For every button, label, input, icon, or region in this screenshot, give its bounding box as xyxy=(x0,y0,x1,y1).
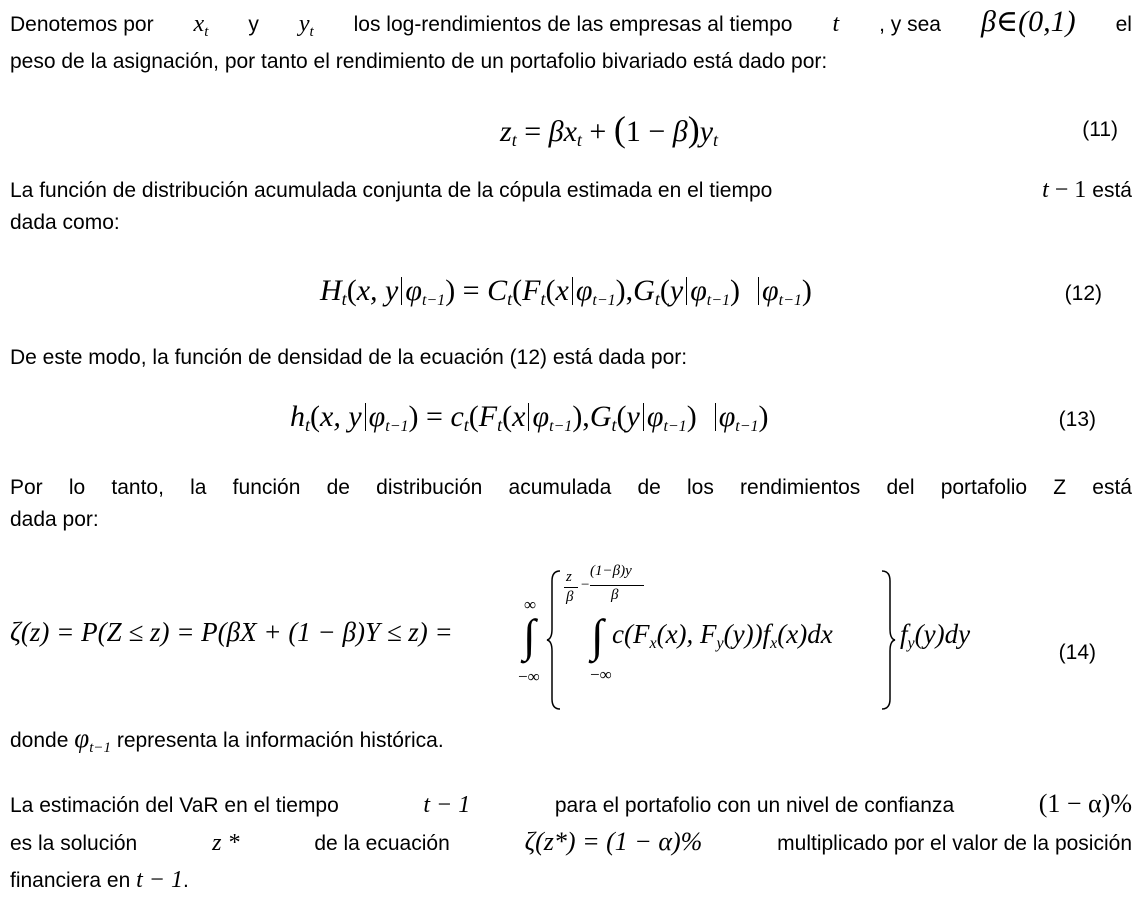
phi-symbol: $\varphi_{t-1}$ xyxy=(74,723,111,756)
frac-bar-2 xyxy=(590,585,644,586)
paragraph-5 xyxy=(10,722,1132,764)
var-x: $x_t$ xyxy=(193,11,209,40)
p6-text-e: multiplicado por el valor de la posición xyxy=(777,832,1132,855)
equation-12-formula: $H_t(x$, y $\varphi_{t-1}) = C_t(F_t(x$ $\varphi_{t-1}),G_t(y$ $\varphi_{t-1}$) $\varphi_{t-1}$) xyxy=(320,274,812,309)
p6-text-b: para el portafolio con un nivel de confianza xyxy=(554,794,955,817)
equation-13-formula: $h_t(x$, y $\varphi_{t-1}) = c_t(F_t(x$ $\varphi_{t-1}),G_t(y$ $\varphi_{t-1}$) $\varphi_{t-1}$) xyxy=(290,400,769,435)
document-page xyxy=(10,0,1132,912)
paragraph-4 xyxy=(10,472,1132,536)
p1-text-b: los log-rendimientos de las empresas al tiempo xyxy=(353,13,793,36)
p6-text-d: de la ecuación xyxy=(314,832,450,855)
inner-upper-z: z xyxy=(566,569,572,585)
equation-11-number: (11) xyxy=(1082,118,1118,141)
inner-integral-lower: −∞ xyxy=(590,665,612,684)
inner-upper-beta: β xyxy=(566,589,574,605)
p4-line2: dada por: xyxy=(10,508,99,531)
p5-text-a: donde xyxy=(10,729,69,752)
outer-integral-sign: ∫ xyxy=(523,610,536,661)
equation-12 xyxy=(10,266,1132,326)
equation-11-formula: $z_t = \beta x_t + (1 - \beta)y_t$ xyxy=(500,109,719,150)
inner-upper-num2: (1−β)y xyxy=(590,563,632,579)
p6-time-1: t − 1 xyxy=(423,792,471,818)
p2-time: t − 1 está xyxy=(1042,177,1132,203)
right-brace-icon xyxy=(880,569,896,711)
var-equation: ζ(z*) = (1 − α)% xyxy=(524,827,703,856)
p6-text-f: financiera en xyxy=(10,869,131,892)
integrand: $c(F_x(x)$, $F_y(y))f_x(x)dx$ xyxy=(612,619,833,652)
p6-text-c: es la solución xyxy=(10,832,138,855)
outer-integral-lower: −∞ xyxy=(518,667,540,686)
outer-integrand: $f_y(y)dy$ xyxy=(900,619,971,652)
equation-12-number: (12) xyxy=(1064,282,1102,305)
paragraph-1 xyxy=(10,6,1132,78)
p2-line2: dada como: xyxy=(10,211,120,234)
p4-line1: Por lo tanto, la función de distribución acumulada de los rendimientos del portafolio Z está xyxy=(10,476,1132,499)
p1-text-c: , y sea xyxy=(879,13,941,36)
z-star: z * xyxy=(212,830,240,856)
equation-11 xyxy=(10,100,1132,160)
paragraph-6 xyxy=(10,786,1132,899)
frac-bar-1 xyxy=(564,587,578,588)
equation-14-number: (14) xyxy=(1058,641,1096,664)
inner-upper-minus: − xyxy=(581,577,590,593)
equation-13-number: (13) xyxy=(1058,408,1096,431)
equation-14 xyxy=(10,565,1132,715)
p1-text-a: Denotemos por xyxy=(10,13,154,36)
paragraph-3 xyxy=(10,342,1132,374)
p5-text-b: representa la información histórica. xyxy=(116,729,444,752)
p6-period: . xyxy=(182,869,189,892)
left-brace-icon xyxy=(546,569,562,711)
paragraph-2 xyxy=(10,174,1132,239)
p1-and: y xyxy=(248,13,259,36)
var-y: $y_t$ xyxy=(298,11,314,40)
p3-text: De este modo, la función de densidad de la ecuación (12) está dada por: xyxy=(10,346,688,369)
beta-interval: β∈(0,1) xyxy=(980,5,1076,38)
outer-integral-upper: ∞ xyxy=(524,595,537,614)
inner-upper-den2: β xyxy=(611,587,619,603)
p6-time-2: t − 1 xyxy=(136,867,183,893)
inner-integral-sign: ∫ xyxy=(591,610,604,661)
equation-14-lhs: ζ(z) = P(Z ≤ z) = P(βX + (1 − β)Y ≤ z) = xyxy=(10,617,453,647)
p1-line2: peso de la asignación, por tanto el rendimiento de un portafolio bivariado está dado por: xyxy=(10,50,828,73)
var-t: t xyxy=(832,11,840,37)
equation-13 xyxy=(10,392,1132,452)
p6-text-a: La estimación del VaR en el tiempo xyxy=(10,794,339,817)
p2-text-a: La función de distribución acumulada conjunta de la cópula estimada en el tiempo xyxy=(10,179,773,202)
p1-text-d: el xyxy=(1115,13,1132,36)
confidence-level: (1 − α)% xyxy=(1038,789,1132,818)
